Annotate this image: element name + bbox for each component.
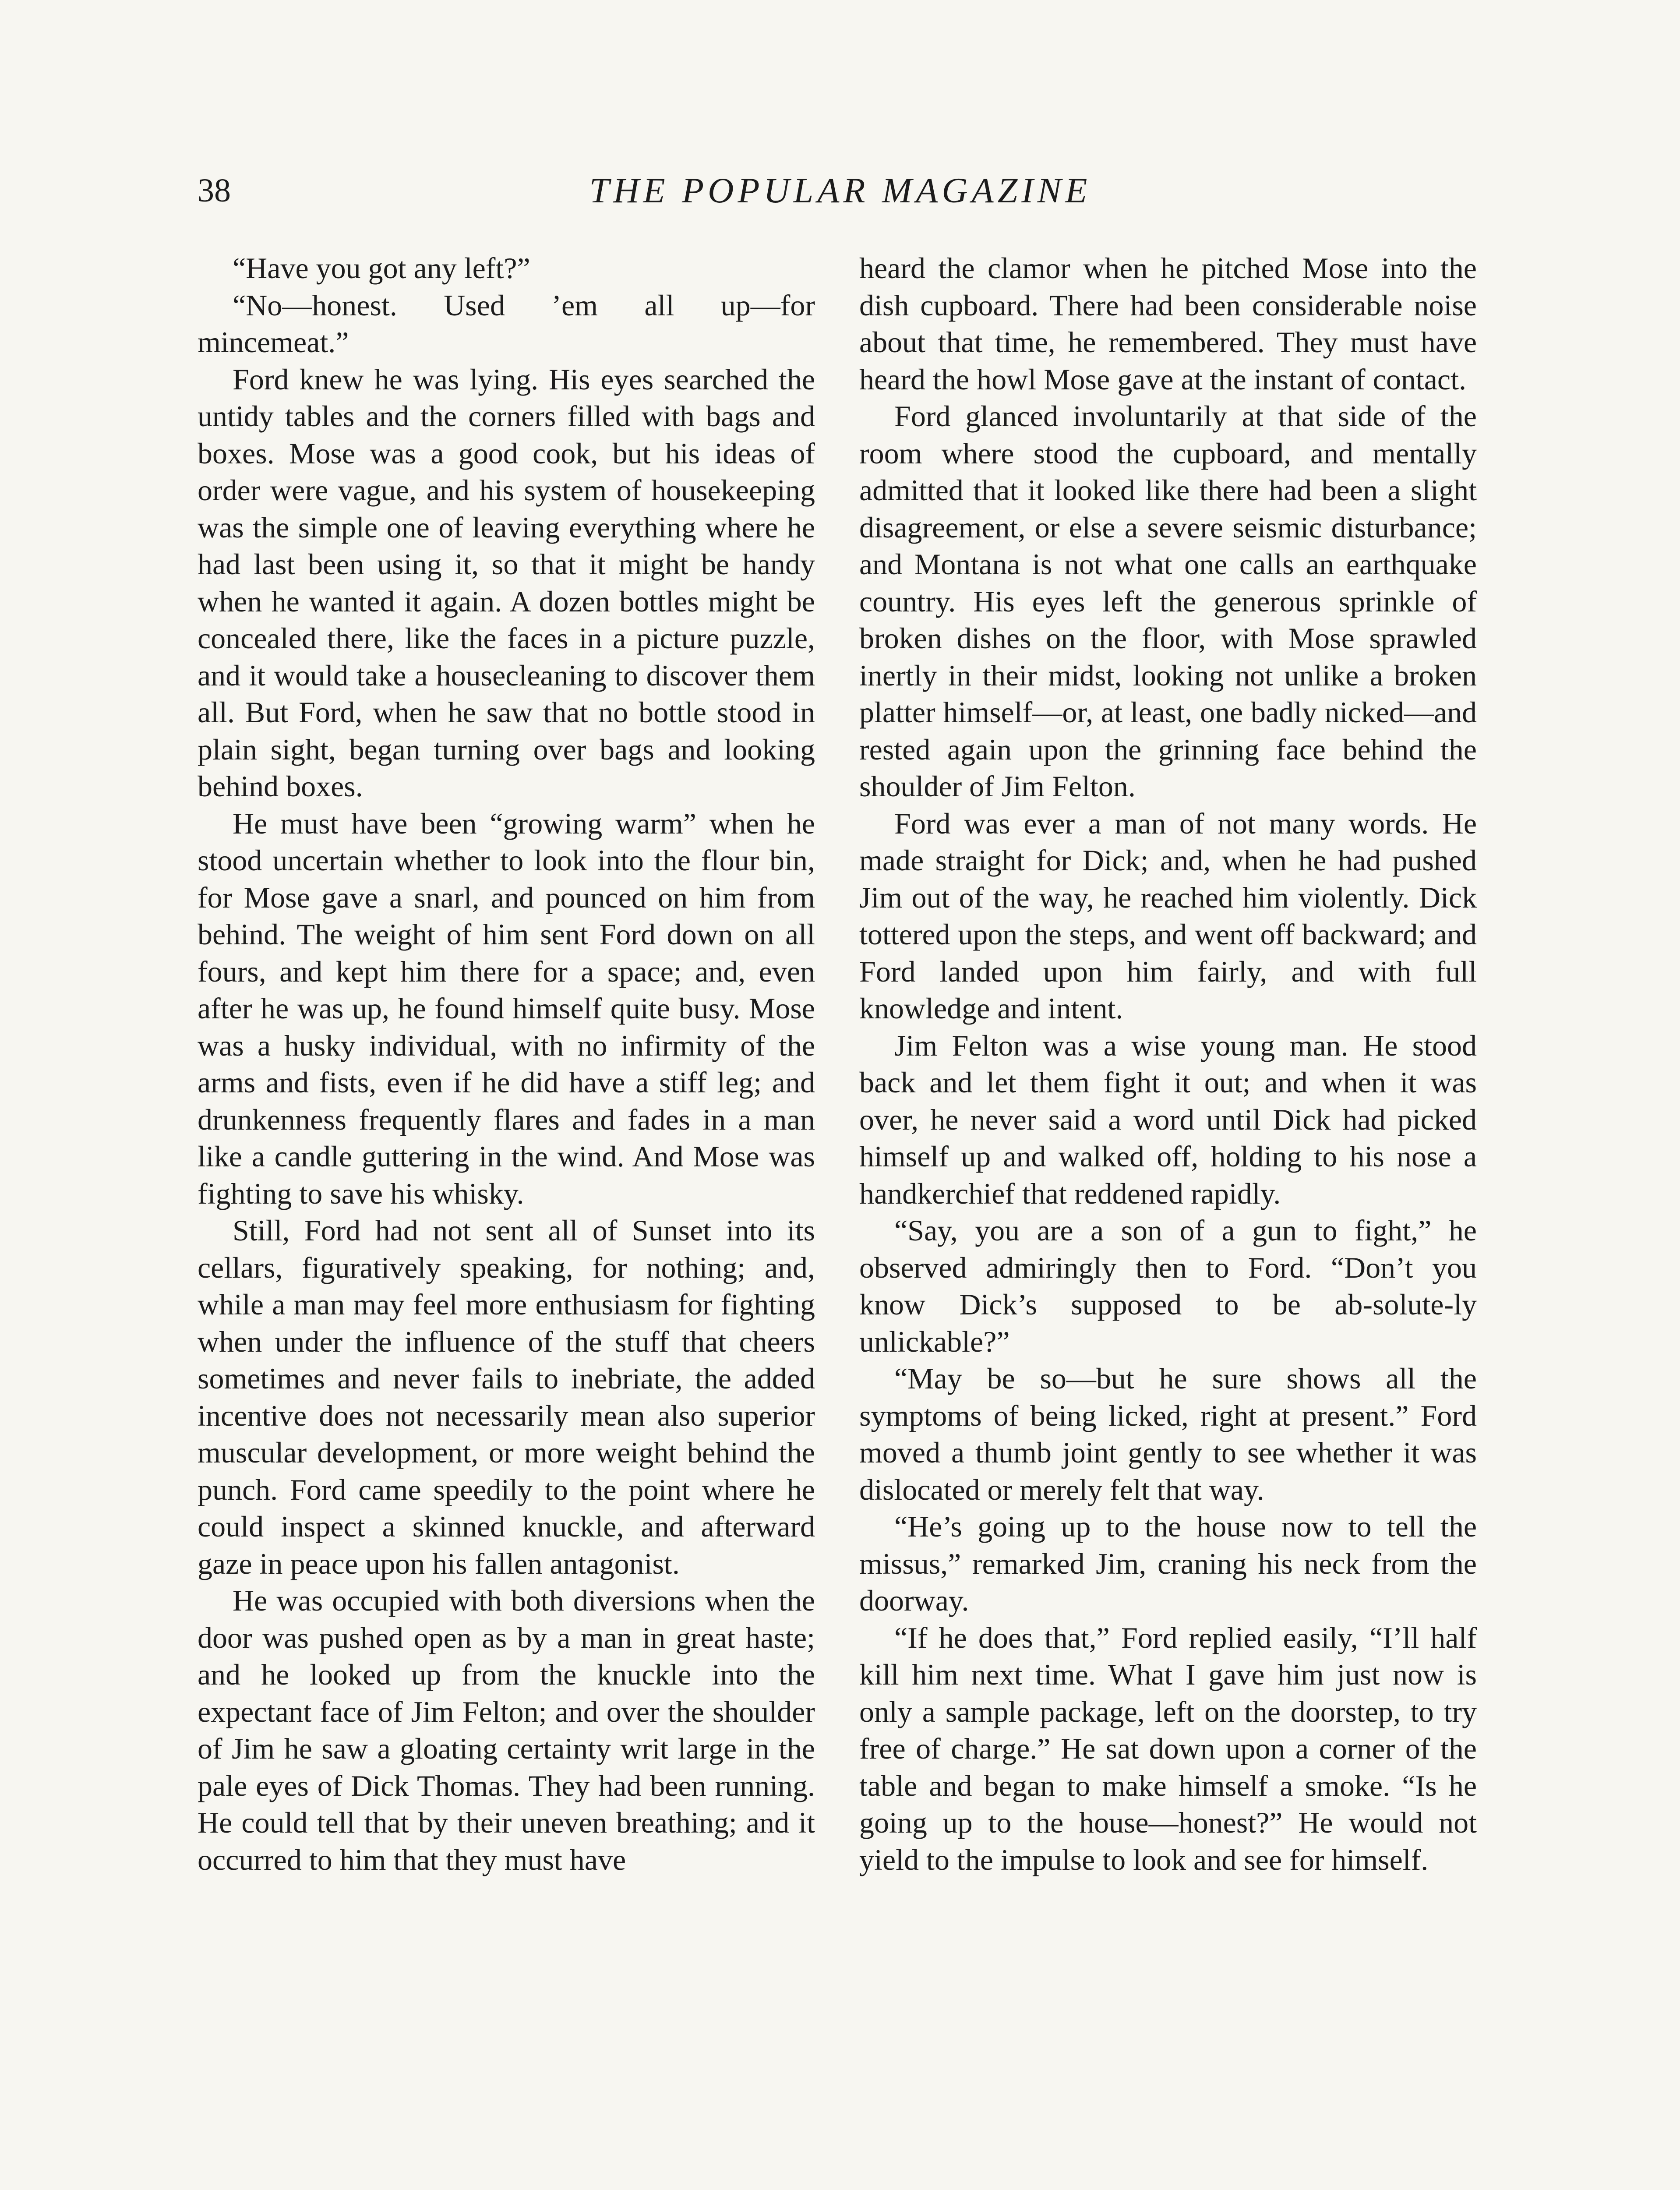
paragraph: heard the clamor when he pitched Mose into the dish cupboard. There had been considerable noise about that time, he remembered. They must have heard the howl Mose gave at the instant of contact.: [859, 251, 1477, 396]
left-text-column: [198, 250, 815, 1878]
paragraph: “May be so—but he sure shows all the symptoms of being licked, right at present.” Ford moved a thumb joint gently to see whether it was dislocated or merely felt that way.: [859, 1362, 1477, 1506]
paragraph: “Have you got any left?”: [233, 251, 530, 285]
page-number: 38: [198, 172, 231, 209]
paragraph: “He’s going up to the house now to tell the missus,” remarked Jim, craning his neck from the doorway.: [859, 1510, 1477, 1617]
magazine-title: THE POPULAR MAGAZINE: [589, 170, 1091, 210]
paragraph: He was occupied with both diversions when the door was pushed open as by a man in great haste; and he looked up from the knuckle into the expectant face of Jim Felton; and over the shoulder of Jim he saw a gloating certainty writ large in the pale eyes of Dick Thomas. They had been running. He could tell that by their uneven breathing; and it occurred to him that they must have: [198, 1584, 815, 1876]
page-header: [198, 169, 1483, 230]
paragraph: Ford was ever a man of not many words. He made straight for Dick; and, when he had pushed Jim out of the way, he reached him violently. Dick tottered upon the steps, and went off backward; and Ford landed upon him fairly, and with full knowledge and intent.: [859, 806, 1477, 1025]
paragraph: Ford knew he was lying. His eyes searched the untidy tables and the corners filled with bags and boxes. Mose was a good cook, but his ideas of order were vague, and his system of housekeeping was the simple one of leaving everything where he had last been using it, so that it might be handy when he wanted it again. A dozen bottles might be concealed there, like the faces in a picture puzzle, and it would take a housecleaning to discover them all. But Ford, when he saw that no bottle stood in plain sight, began turning over bags and looking behind boxes.: [198, 362, 815, 803]
paragraph: Ford glanced involuntarily at that side of the room where stood the cupboard, and mentally admitted that it looked like there had been a slight disagreement, or else a severe seismic disturbance; and Montana is not what one calls an earthquake country. His eyes left the generous sprinkle of broken dishes on the floor, with Mose sprawled inertly in their midst, looking not unlike a broken platter himself—or, at least, one badly nicked—and rested again upon the grinning face behind the shoulder of Jim Felton.: [859, 399, 1477, 803]
paragraph: “Say, you are a son of a gun to fight,” he observed admiringly then to Ford. “Don’t you know Dick’s supposed to be ab-solute-ly unlickable?”: [859, 1214, 1477, 1358]
paragraph: Jim Felton was a wise young man. He stood back and let them fight it out; and when it was over, he never said a word until Dick had picked himself up and walked off, holding to his nose a handkerchief that reddened rapidly.: [859, 1028, 1477, 1210]
paragraph: Still, Ford had not sent all of Sunset into its cellars, figuratively speaking, for nothing; and, while a man may feel more enthusiasm for fighting when under the influence of the stuff that cheers sometimes and never fails to inebriate, the added incentive does not necessarily mean also superior muscular development, or more weight behind the punch. Ford came speedily to the point where he could inspect a skinned knuckle, and afterward gaze in peace upon his fallen antagonist.: [198, 1214, 815, 1580]
paragraph: “No—honest. Used ’em all up—for mincemeat.”: [198, 288, 815, 359]
paragraph: “If he does that,” Ford replied easily, “I’ll half kill him next time. What I gave him just now is only a sample package, left on the doorstep, to try free of charge.” He sat down upon a corner of the table and began to make himself a smoke. “Is he going up to the house—honest?” He would not yield to the impulse to look and see for himself.: [859, 1621, 1477, 1876]
paragraph: He must have been “growing warm” when he stood uncertain whether to look into the flour bin, for Mose gave a snarl, and pounced on him from behind. The weight of him sent Ford down on all fours, and kept him there for a space; and, even after he was up, he found himself quite busy. Mose was a husky individual, with no infirmity of the arms and fists, even if he did have a stiff leg; and drunkenness frequently flares and fades in a man like a candle guttering in the wind. And Mose was fighting to save his whisky.: [198, 806, 815, 1210]
right-text-column: [859, 250, 1477, 1878]
